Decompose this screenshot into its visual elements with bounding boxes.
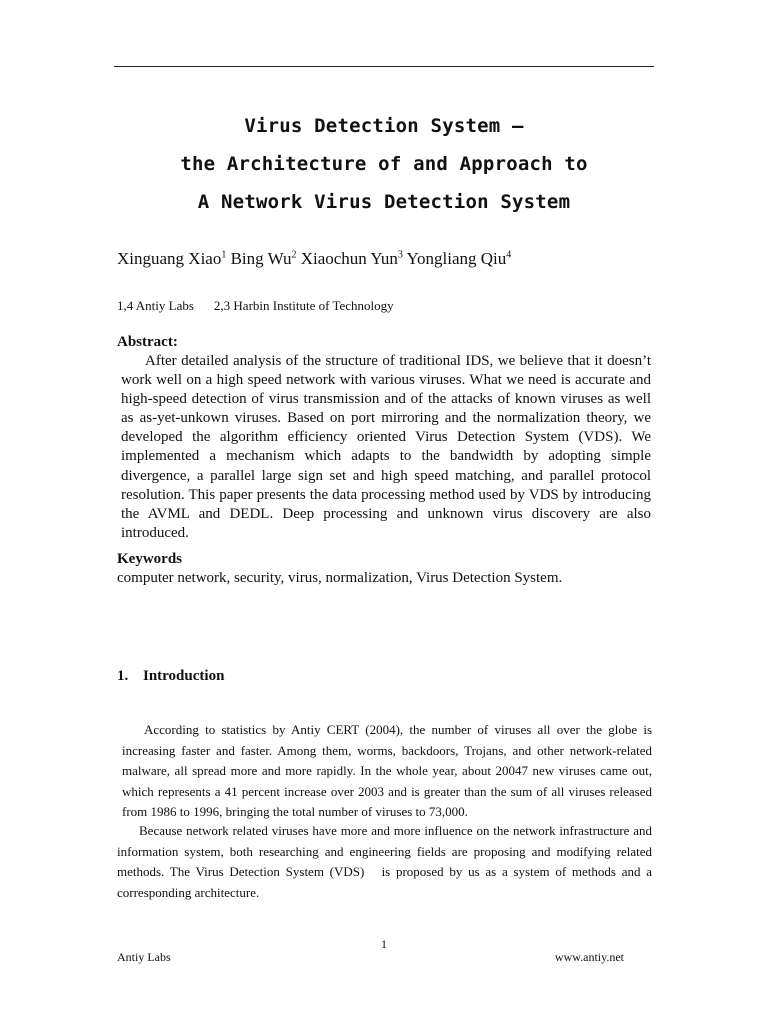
footer-right-text: www.antiy.net: [554, 950, 624, 964]
page-number: 1: [381, 937, 387, 951]
author-name: Yongliang Qiu: [406, 249, 507, 268]
keywords-heading: Keywords: [117, 551, 182, 567]
affiliation-1: 1,4 Antiy Labs: [117, 298, 194, 313]
author-superscript: 1: [221, 249, 227, 261]
title-line-2: the Architecture of and Approach to: [180, 153, 588, 175]
abstract-heading: Abstract:: [117, 334, 178, 350]
section-title: Introduction: [143, 668, 225, 684]
affiliation-2: 2,3 Harbin Institute of Technology: [213, 298, 394, 313]
affiliations: [117, 298, 394, 314]
section-heading: [117, 668, 224, 685]
title-line-3: A Network Virus Detection System: [197, 191, 571, 213]
header-rule: [114, 66, 654, 67]
abstract-text: After detailed analysis of the structure of traditional IDS, we believe that it doesn’t work well on a high speed network with various viruses. What we need is accurate and high-speed detection of virus transmission and of the attacks of known viruses as well as as-yet-unkown viruses. Based on port mirroring and the normalization theory, we developed the algorithm efficiency oriented Virus Detection System (VDS). We implemented a mechanism which adapts to the bandwidth by adopting simple divergence, a parallel large sign set and high speed matching, and parallel protocol resolution. This paper presents the data processing method used by VDS by introducing the AVML and DEDL. Deep processing and unknown virus discovery are also introduced.: [121, 353, 651, 541]
author-name: Bing Wu: [230, 249, 292, 268]
section-number: 1.: [117, 668, 129, 684]
body-paragraph: Because network related viruses have more and more influence on the network infrastructure and information system, both researching and engineering fields are proposing and modifying related methods. The Virus Detection System (VDS) is proposed by us as a system of methods and a corresponding architecture.: [117, 823, 652, 900]
author-superscript: 4: [506, 249, 512, 261]
author-name: Xinguang Xiao: [117, 249, 222, 268]
author-list: [117, 249, 511, 269]
author-name: Xiaochun Yun: [300, 249, 398, 268]
footer-left-text: Antiy Labs: [117, 950, 171, 964]
keywords-text: computer network, security, virus, normalization, Virus Detection System.: [117, 570, 563, 586]
author-superscript: 3: [397, 249, 403, 261]
body-paragraph: According to statistics by Antiy CERT (2004), the number of viruses all over the globe is increasing faster and faster. Among them, worms, backdoors, Trojans, and other network-related malware, all spread more and more rapidly. In the whole year, about 20047 new viruses came out, which represents a 41 percent increase over 2003 and is greater than the sum of all viruses released from 1986 to 1996, bringing the total number of viruses to 73,000.: [122, 722, 652, 819]
title-line-1: Virus Detection System —: [244, 115, 524, 137]
author-superscript: 2: [291, 249, 297, 261]
